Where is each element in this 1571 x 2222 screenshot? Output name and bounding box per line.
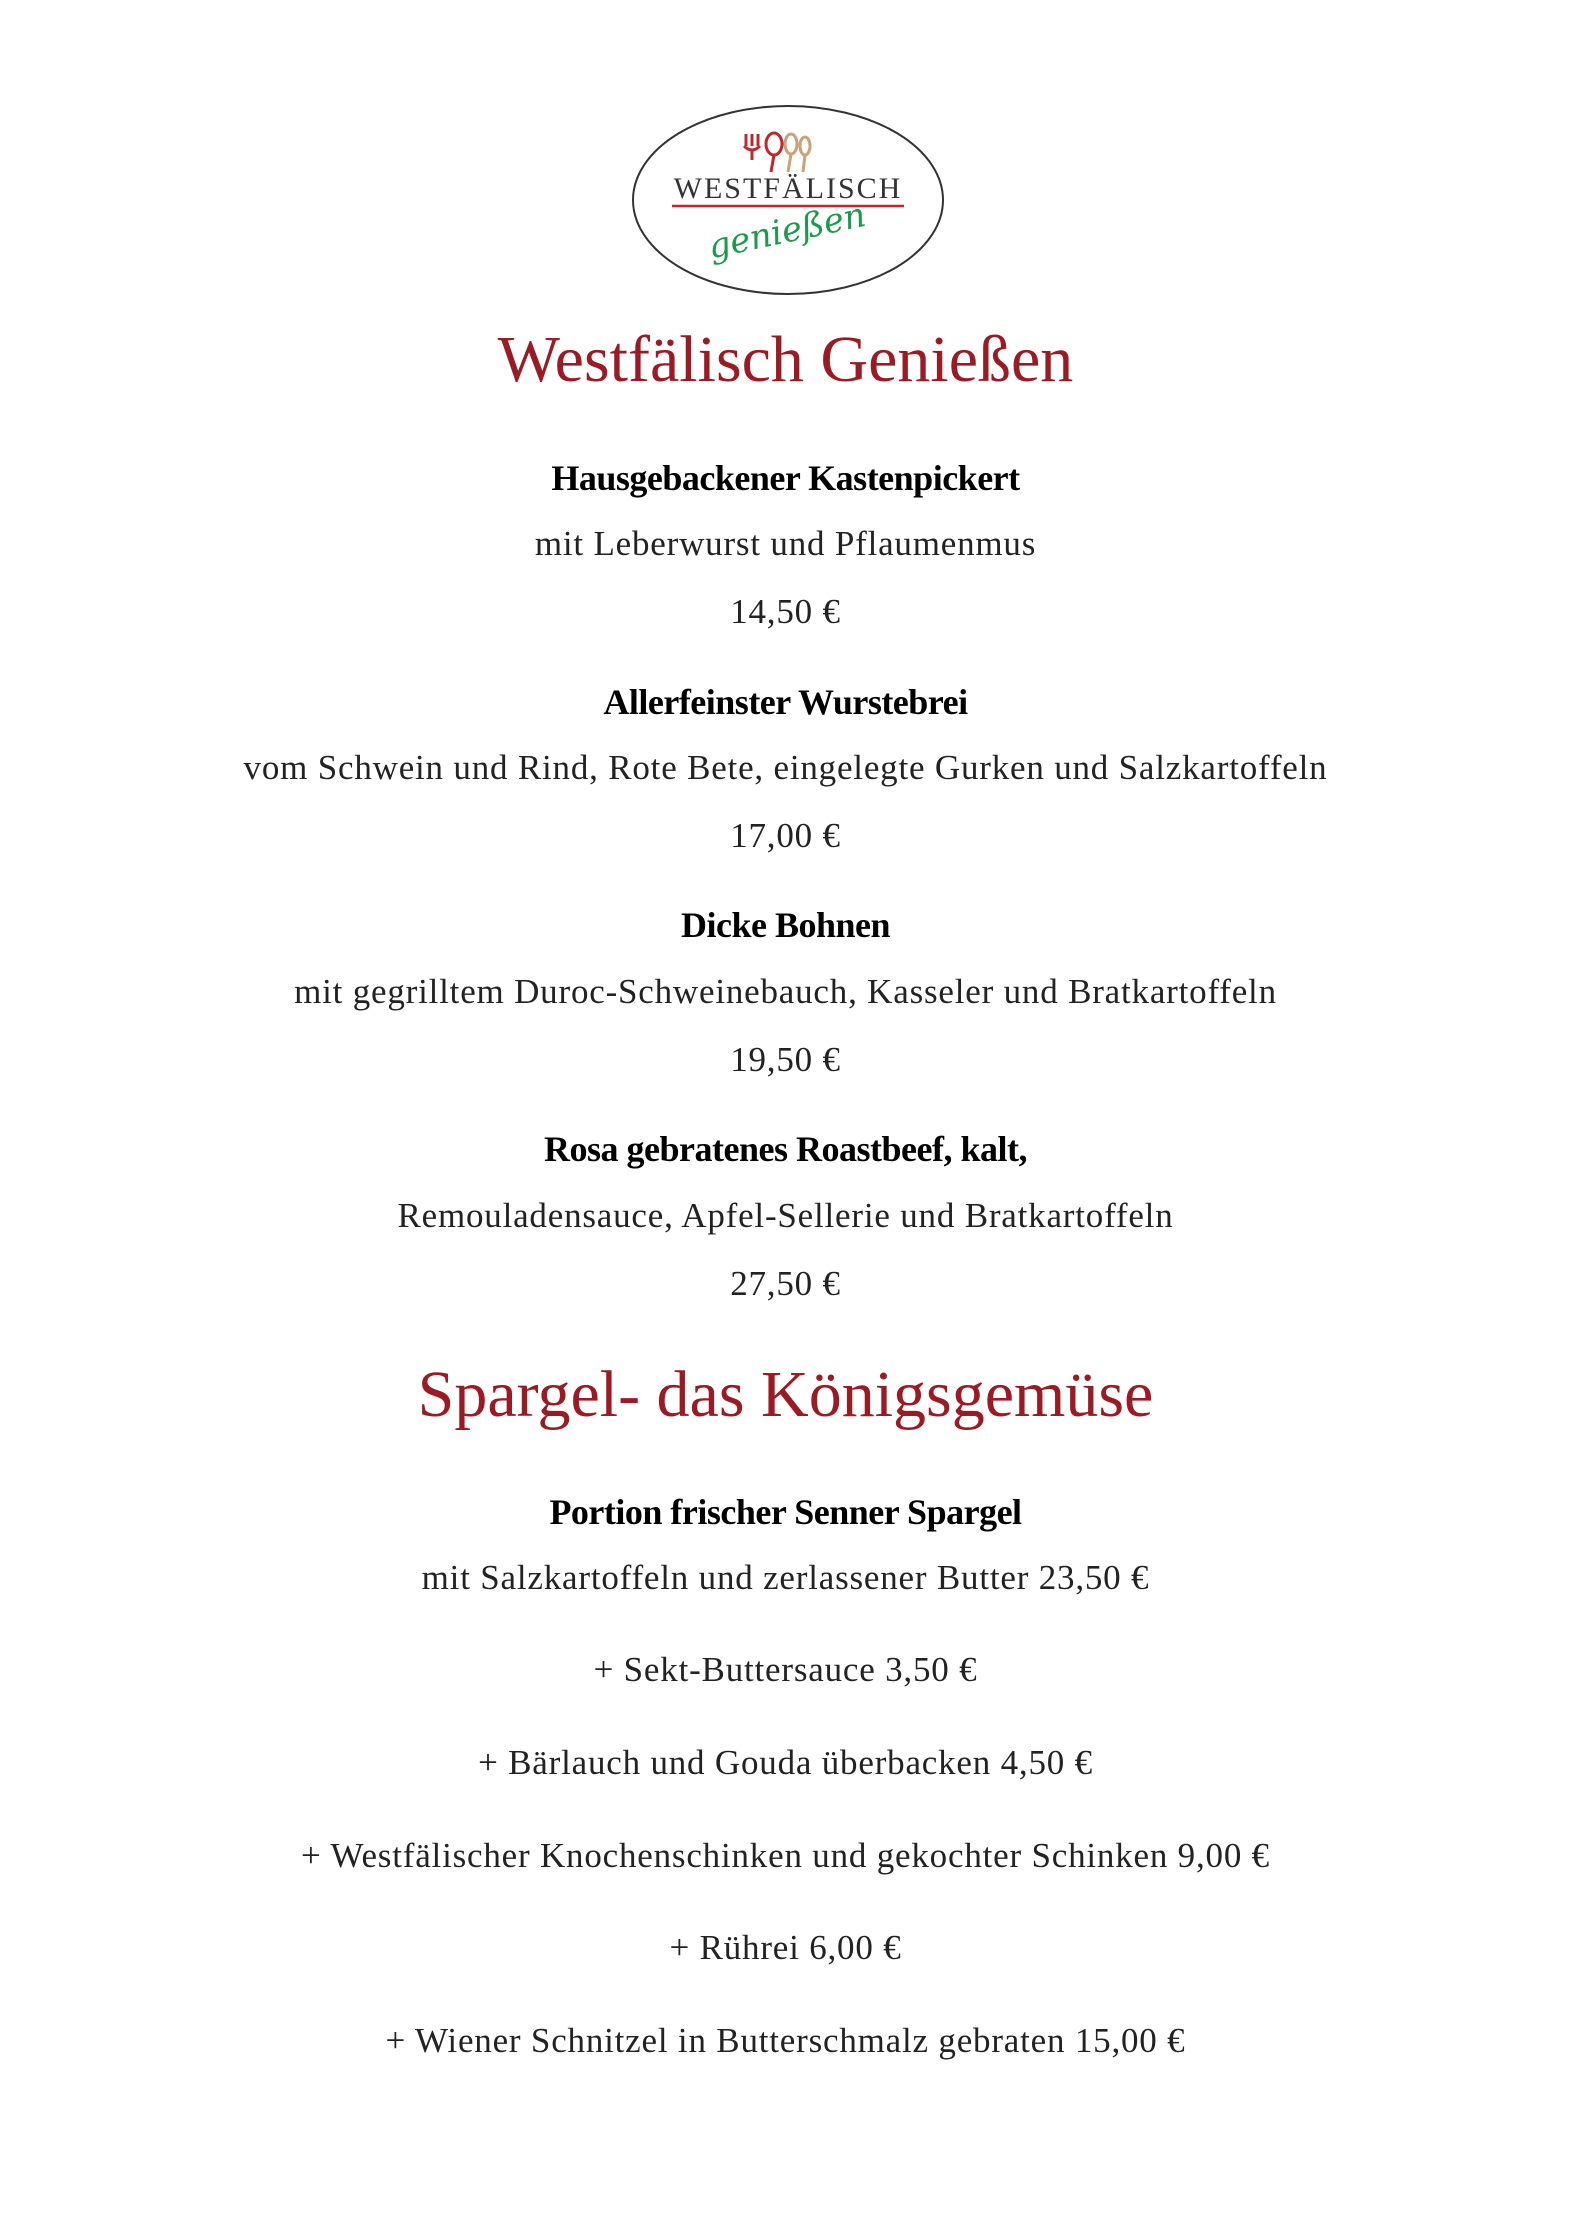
- dish-name: Allerfeinster Wurstebrei: [603, 682, 968, 722]
- dish-description: mit Salzkartoffeln und zerlassener Butter 23,50 €: [421, 1558, 1150, 1597]
- dish-name: Portion frischer Senner Spargel: [549, 1492, 1022, 1532]
- dish-description: mit Leberwurst und Pflaumenmus: [534, 524, 1037, 563]
- extra-item: + Westfälischer Knochenschinken und gekochter Schinken 9,00 €: [300, 1836, 1270, 1875]
- logo-wordmark: WESTFÄLISCH: [673, 172, 903, 205]
- restaurant-logo: [628, 100, 948, 300]
- extra-item: + Bärlauch und Gouda überbacken 4,50 €: [478, 1743, 1093, 1782]
- section-title-spargel: Spargel- das Königsgemüse: [417, 1358, 1154, 1431]
- extra-item: + Sekt-Buttersauce 3,50 €: [593, 1650, 978, 1689]
- section-title-westfaelisch: Westfälisch Genießen: [497, 323, 1074, 396]
- dish-price: 14,50 €: [730, 592, 841, 631]
- dish-description: Remouladensauce, Apfel-Sellerie und Bratkartoffeln: [397, 1196, 1174, 1235]
- dish-name: Rosa gebratenes Roastbeef, kalt,: [544, 1129, 1027, 1169]
- dish-price: 19,50 €: [730, 1040, 841, 1079]
- logo-script: genießen: [704, 194, 870, 268]
- dish-price: 17,00 €: [730, 816, 841, 855]
- extra-item: + Rührei 6,00 €: [669, 1928, 902, 1967]
- dish-price: 27,50 €: [730, 1264, 841, 1303]
- dish-description: mit gegrilltem Duroc-Schweinebauch, Kasseler und Bratkartoffeln: [294, 972, 1277, 1011]
- dish-description: vom Schwein und Rind, Rote Bete, eingelegte Gurken und Salzkartoffeln: [243, 748, 1328, 787]
- extra-item: + Wiener Schnitzel in Butterschmalz gebraten 15,00 €: [385, 2021, 1186, 2060]
- dish-name: Dicke Bohnen: [680, 905, 891, 945]
- dish-name: Hausgebackener Kastenpickert: [551, 458, 1020, 498]
